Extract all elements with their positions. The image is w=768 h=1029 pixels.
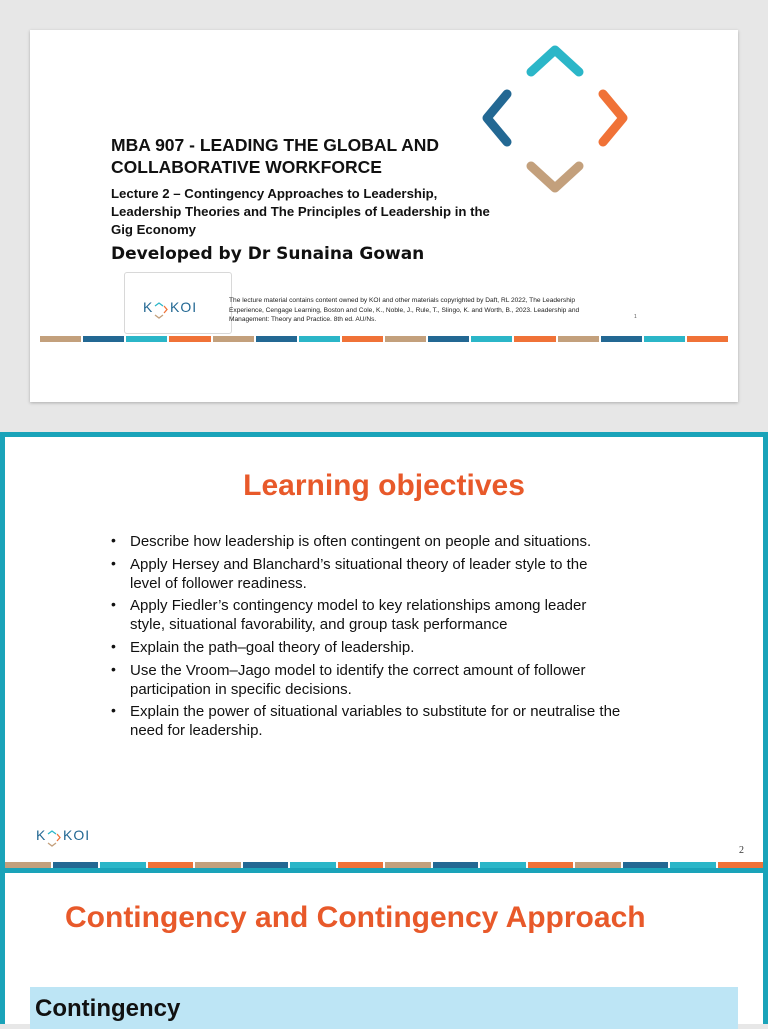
stripe-segment <box>644 336 685 342</box>
stripe-segment <box>169 336 210 342</box>
lecture-subtitle: Lecture 2 – Contingency Approaches to Leadership, Leadership Theories and The Principles of Leadership in the Gig Economy <box>111 186 490 237</box>
objectives-list <box>111 532 621 744</box>
koi-logo-card <box>124 272 232 334</box>
copyright-notice: The lecture material contains content owned by KOI and other materials copyrighted by Daft, RL 2022, The Leadership Experience, Cengage Learning, Boston and Cole, K., Noble, J., Rule, T., Slingo, K. and Worth, B., 2023. Leadership and Management: Theory and Practice. 8th ed. AU/Ns. <box>229 297 580 324</box>
slide-title: Learning objectives <box>243 469 525 502</box>
objective-item: • Use the Vroom–Jago model to identify the correct amount of follower participation in specific decisions. <box>111 661 621 699</box>
stripe-segment <box>213 336 254 342</box>
slide-title: Contingency and Contingency Approach <box>65 901 646 934</box>
stripe-segment <box>126 336 167 342</box>
stripe-segment <box>299 336 340 342</box>
chevron-down-icon <box>531 166 579 188</box>
section-heading-band <box>30 987 738 1029</box>
title-slide <box>30 30 738 402</box>
objective-item: • Describe how leadership is often contingent on people and situations. <box>111 532 621 551</box>
objective-item: • Explain the power of situational variables to substitute for or neutralise the need for leadership. <box>111 702 621 740</box>
objective-item: • Explain the path–goal theory of leadership. <box>111 638 621 657</box>
svg-text:KOI: KOI <box>170 299 198 315</box>
objective-item: • Apply Fiedler’s contingency model to key relationships among leader style, situational favorability, and group task performance <box>111 596 621 634</box>
section-heading: Contingency <box>35 995 181 1022</box>
stripe-segment <box>342 336 383 342</box>
author-line: Developed by Dr Sunaina Gowan <box>111 244 425 264</box>
page-number: 1 <box>634 314 637 320</box>
koi-logo <box>36 825 110 847</box>
stripe-segment <box>40 336 81 342</box>
svg-text:K: K <box>143 299 153 315</box>
objective-item: • Apply Hersey and Blanchard’s situational theory of leader style to the level of follower readiness. <box>111 555 621 593</box>
chevron-right-icon <box>603 94 623 142</box>
svg-text:KOI: KOI <box>63 827 91 843</box>
stripe-segment <box>385 336 426 342</box>
course-title: MBA 907 - LEADING THE GLOBAL AND COLLABORATIVE WORKFORCE <box>111 135 439 177</box>
stripe-segment <box>256 336 297 342</box>
stripe-segment <box>83 336 124 342</box>
stripe-segment <box>514 336 555 342</box>
koi-logo <box>143 297 217 319</box>
page-number: 2 <box>739 845 744 856</box>
stripe-segment <box>428 336 469 342</box>
color-stripe <box>40 336 728 342</box>
stripe-segment <box>601 336 642 342</box>
contingency-slide <box>0 868 768 1024</box>
svg-text:K: K <box>36 827 46 843</box>
stripe-segment <box>558 336 599 342</box>
chevron-up-icon <box>531 50 579 72</box>
objectives-slide <box>0 432 768 868</box>
stripe-segment <box>687 336 728 342</box>
stripe-segment <box>471 336 512 342</box>
